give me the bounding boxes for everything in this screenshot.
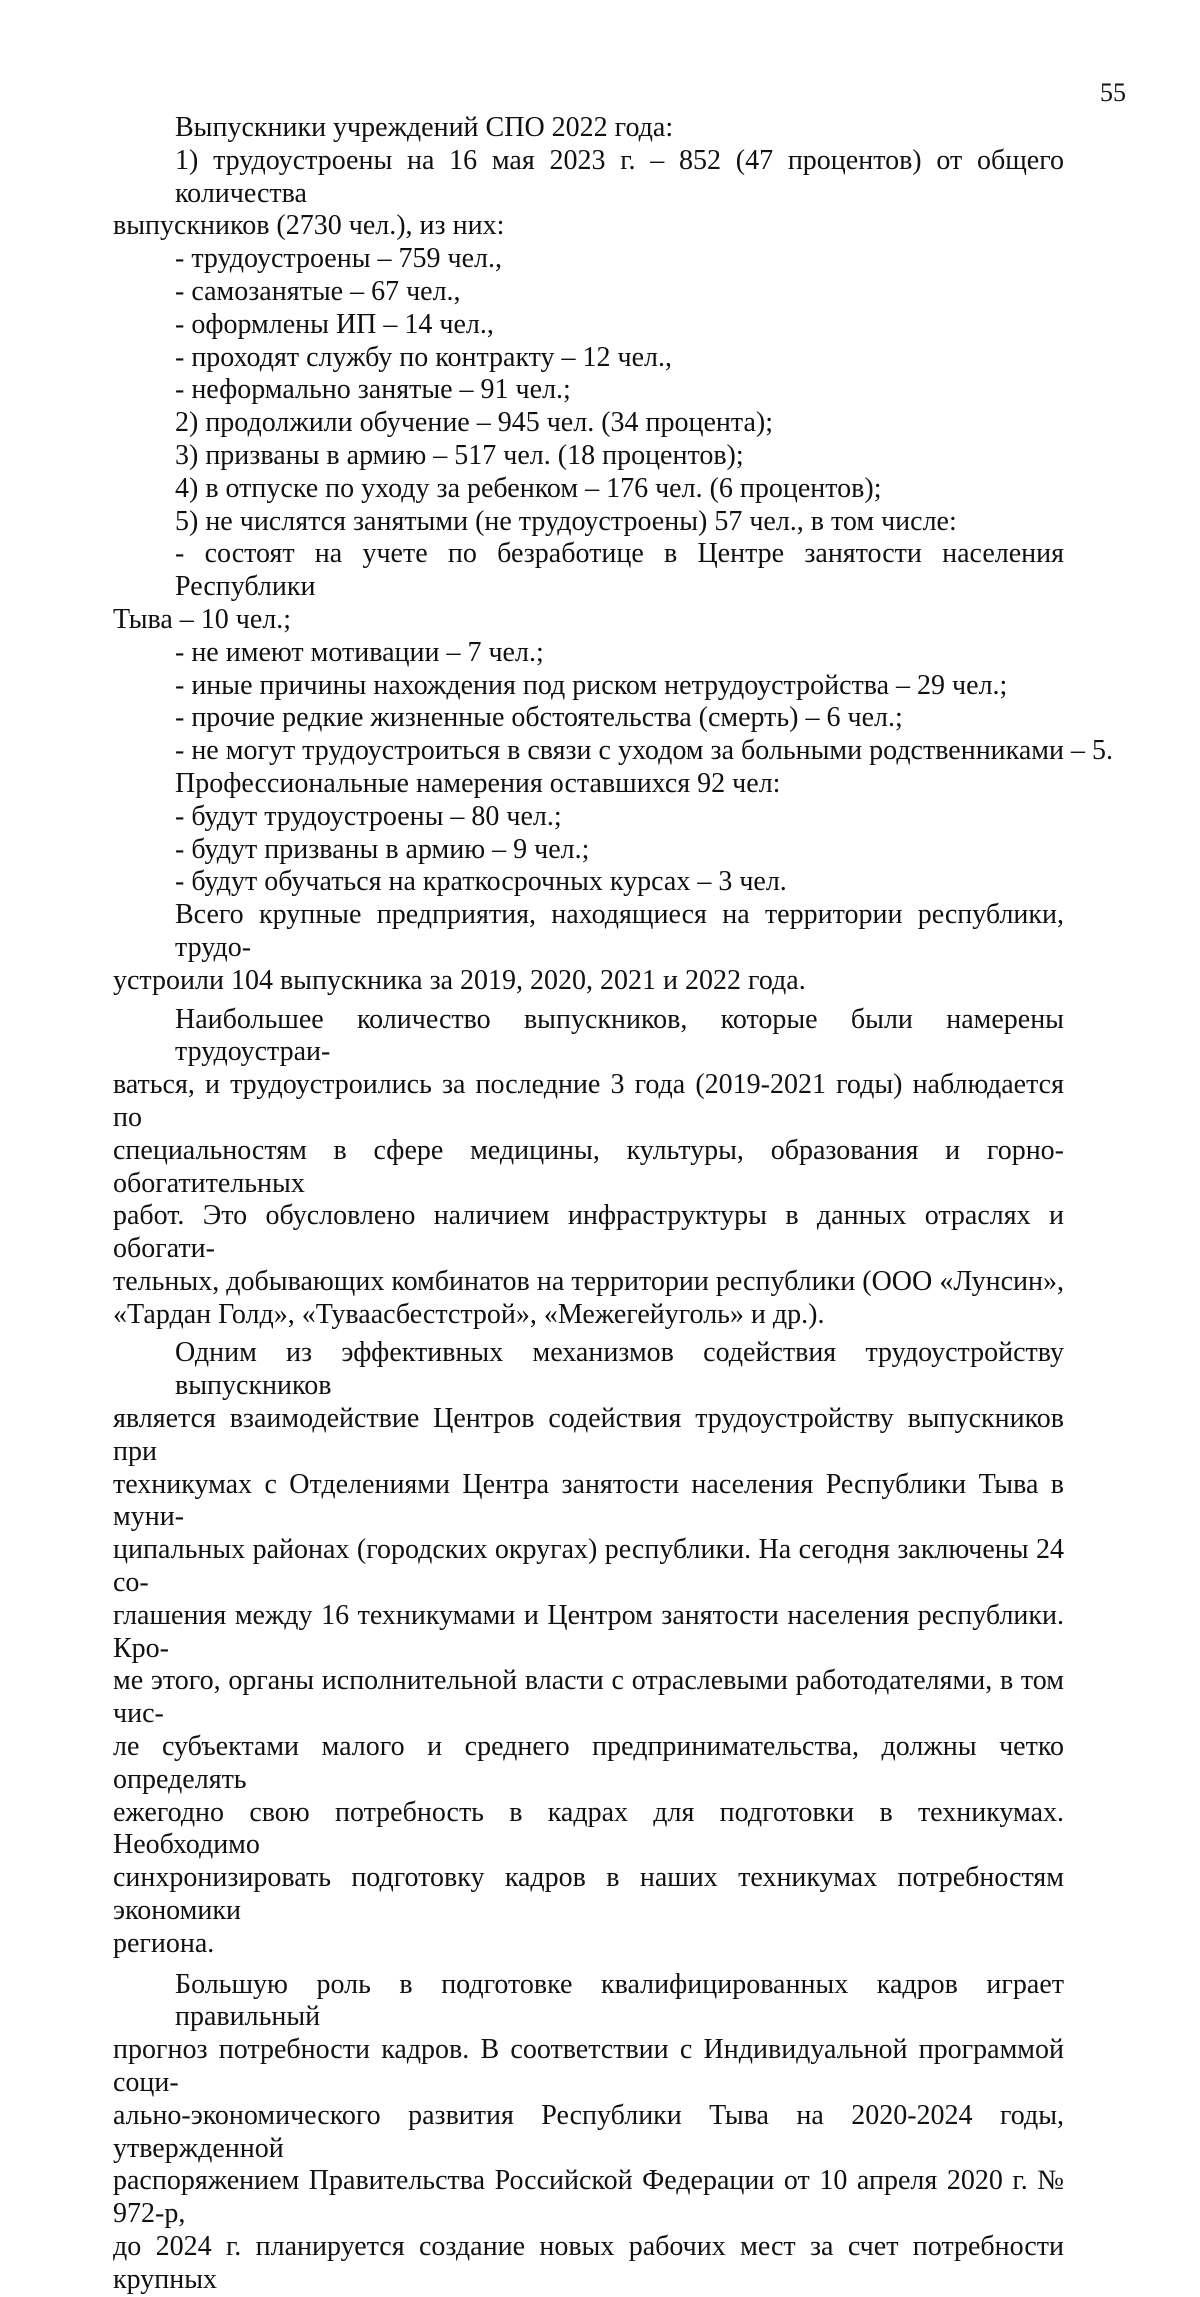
text-line: Профессиональные намерения оставшихся 92 чел: xyxy=(175,767,781,799)
text-line: распоряжением Правительства Российской Федерации от 10 апреля 2020 г. № 972-р, xyxy=(113,2165,1064,2230)
text-line: - иные причины нахождения под риском нетрудоустройства – 29 чел.; xyxy=(175,669,1008,701)
text-line: ваться, и трудоустроились за последние 3 года (2019-2021 годы) наблюдается по xyxy=(113,1069,1064,1133)
text-line: региона. xyxy=(113,1927,215,1959)
text-line: «Тардан Голд», «Туваасбестстрой», «Межегейуголь» и др.). xyxy=(113,1298,825,1330)
text-line: 4) в отпуске по уходу за ребенком – 176 чел. (6 процентов); xyxy=(175,472,882,504)
text-line: Тыва – 10 чел.; xyxy=(113,603,292,635)
text-line: прогноз потребности кадров. В соответствии с Индивидуальной программой соци- xyxy=(113,2034,1064,2099)
text-line: - неформально занятые – 91 чел.; xyxy=(175,374,571,406)
text-line: - не могут трудоустроиться в связи с уходом за больными родственниками – 5. xyxy=(175,735,1113,767)
text-line: - проходят службу по контракту – 12 чел., xyxy=(175,341,673,373)
text-line: - трудоустроены – 759 чел., xyxy=(175,243,503,275)
text-line: работ. Это обусловлено наличием инфраструктуры в данных отраслях и обогати- xyxy=(113,1200,1064,1265)
text-line: является взаимодействие Центров содействия трудоустройству выпускников при xyxy=(113,1403,1064,1467)
text-line: Одним из эффективных механизмов содействия трудоустройству выпускников xyxy=(175,1337,1064,1402)
text-line: - будут призваны в армию – 9 чел.; xyxy=(175,833,590,865)
text-line: - прочие редкие жизненные обстоятельства (смерть) – 6 чел.; xyxy=(175,702,903,734)
text-line: 1) трудоустроены на 16 мая 2023 г. – 852 (47 процентов) от общего количества xyxy=(175,144,1064,209)
text-line: 3) призваны в армию – 517 чел. (18 процентов); xyxy=(175,439,744,471)
text-line: выпускников (2730 чел.), из них: xyxy=(113,210,505,242)
text-line: - не имеют мотивации – 7 чел.; xyxy=(175,636,544,668)
text-line: ципальных районах (городских округах) республики. На сегодня заключены 24 со- xyxy=(113,1534,1064,1599)
text-line: 5) не числятся занятыми (не трудоустроены) 57 чел., в том числе: xyxy=(175,505,957,537)
text-line: ле субъектами малого и среднего предпринимательства, должны четко определять xyxy=(113,1731,1064,1795)
text-line: до 2024 г. планируется создание новых рабочих мест за счет потребности крупных xyxy=(113,2231,1064,2295)
text-line: Наибольшее количество выпускников, которые были намерены трудоустраи- xyxy=(175,1003,1064,1068)
text-line: техникумах с Отделениями Центра занятости населения Республики Тыва в муни- xyxy=(113,1468,1064,1533)
text-line: - будут обучаться на краткосрочных курсах – 3 чел. xyxy=(175,866,787,898)
text-line: Всего крупные предприятия, находящиеся на территории республики, трудо- xyxy=(175,899,1064,963)
text-line: ально-экономического развития Республики Тыва на 2020-2024 годы, утвержденной xyxy=(113,2099,1064,2164)
text-line: - состоят на учете по безработице в Центре занятости населения Республики xyxy=(175,538,1064,603)
text-line: Большую роль в подготовке квалифицированных кадров играет правильный xyxy=(175,1968,1064,2033)
text-line: - будут трудоустроены – 80 чел.; xyxy=(175,800,562,832)
page-number: 55 xyxy=(1100,78,1126,107)
text-line: - самозанятые – 67 чел., xyxy=(175,275,461,307)
text-line: глашения между 16 техникумами и Центром занятости населения республики. Кро- xyxy=(113,1599,1064,1664)
text-line: специальностям в сфере медицины, культуры, образования и горно-обогатительных xyxy=(113,1134,1064,1199)
text-line: ме этого, органы исполнительной власти с отраслевыми работодателями, в том чис- xyxy=(113,1665,1064,1730)
text-line: ежегодно свою потребность в кадрах для подготовки в техникумах. Необходимо xyxy=(113,1796,1064,1861)
text-line: Выпускники учреждений СПО 2022 года: xyxy=(175,112,674,143)
document-body xyxy=(113,112,1113,2297)
text-line: устроили 104 выпускника за 2019, 2020, 2021 и 2022 года. xyxy=(113,964,806,996)
text-line: тельных, добывающих комбинатов на территории республики (ООО «Лунсин», xyxy=(113,1265,1064,1297)
text-line: 2) продолжили обучение – 945 чел. (34 процента); xyxy=(175,407,774,439)
text-line: - оформлены ИП – 14 чел., xyxy=(175,308,494,340)
text-line: синхронизировать подготовку кадров в наших техникумах потребностям экономики xyxy=(113,1862,1064,1927)
